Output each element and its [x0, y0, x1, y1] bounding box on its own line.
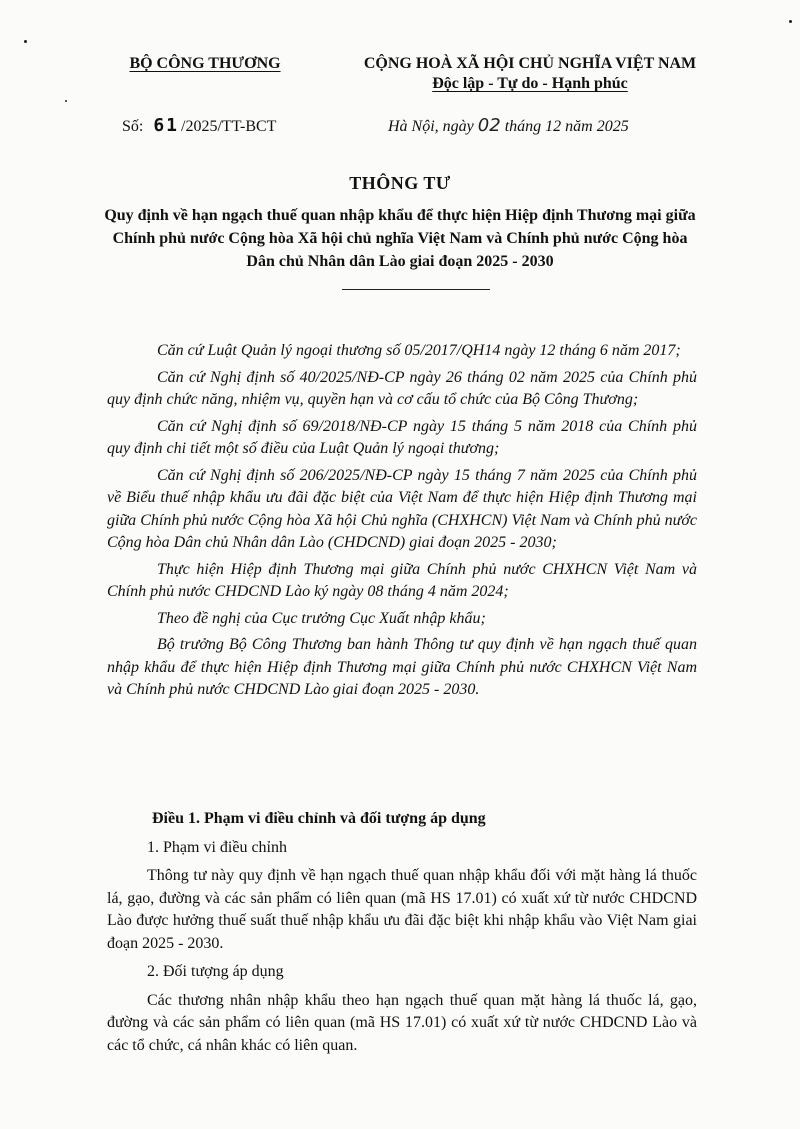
legal-basis-item: Căn cứ Nghị định số 69/2018/NĐ-CP ngày 15 tháng 5 năm 2018 của Chính phủ quy định chi tiết một số điều của Luật Quản lý ngoại thương;: [107, 417, 697, 457]
legal-basis-item: Căn cứ Nghị định số 206/2025/NĐ-CP ngày 15 tháng 7 năm 2025 của Chính phủ về Biểu thuế nhập khẩu ưu đãi đặc biệt của Việt Nam để thực hiện Hiệp định Thương mại giữa Chính phủ nước Cộng hòa Xã hội Chủ nghĩa (CHXHCN) Việt Nam và Chính phủ nước Cộng hòa Dân chủ Nhân dân Lào (CHDCND) giai đoạn 2025 - 2030;: [107, 466, 697, 551]
article-heading: Điều 1. Phạm vi điều chỉnh và đối tượng áp dụng: [152, 810, 486, 827]
handwritten-day: 02: [477, 115, 501, 136]
issuing-authority: [90, 55, 320, 73]
nation-name: CỘNG HOÀ XÃ HỘI CHỦ NGHĨA VIỆT NAM: [363, 55, 697, 72]
legal-basis-item: Căn cứ Nghị định số 40/2025/NĐ-CP ngày 26 tháng 02 năm 2025 của Chính phủ quy định chức năng, nhiệm vụ, quyền hạn và cơ cấu tổ chức của Bộ Công Thương;: [107, 368, 697, 408]
enactment-statement: Bộ trưởng Bộ Công Thương ban hành Thông tư quy định về hạn ngạch thuế quan nhập khẩu để thực hiện Hiệp định Thương mại giữa Chính phủ nước CHXHCN Việt Nam và Chính phủ nước CHDCND Lào giai đoạn 2025 - 2030.: [107, 636, 697, 698]
national-heading: [330, 55, 730, 93]
scan-speck: [24, 40, 27, 43]
legal-basis-section: [107, 340, 697, 706]
scan-speck: [65, 100, 67, 102]
article-1: [107, 808, 697, 1063]
number-suffix: /2025/TT-BCT: [181, 118, 277, 135]
document-type: THÔNG TƯ: [349, 173, 451, 193]
legal-basis-item: Thực hiện Hiệp định Thương mại giữa Chính phủ nước CHXHCN Việt Nam và Chính phủ nước CHDCND Lào ký ngày 08 tháng 4 năm 2024;: [107, 560, 697, 600]
clause-title: 2. Đối tượng áp dụng: [147, 963, 284, 980]
number-prefix: Số:: [122, 118, 144, 135]
ministry-name: BỘ CÔNG THƯƠNG: [129, 55, 281, 72]
legal-basis-item: Theo đề nghị của Cục trưởng Cục Xuất nhập khẩu;: [157, 609, 486, 627]
handwritten-number: 61: [153, 115, 180, 136]
document-number: [122, 115, 276, 136]
clause-title: 1. Phạm vi điều chỉnh: [147, 838, 287, 856]
legal-basis-item: Căn cứ Luật Quản lý ngoại thương số 05/2017/QH14 ngày 12 tháng 6 năm 2017;: [157, 342, 681, 359]
national-motto: Độc lập - Tự do - Hạnh phúc: [432, 75, 628, 92]
scan-speck: [789, 20, 792, 23]
clause-text: Thông tư này quy định về hạn ngạch thuế quan nhập khẩu đối với mặt hàng lá thuốc lá, gạo, đường và các sản phẩm có liên quan (mã HS 17.01) có xuất xứ từ nước CHDCND Lào được hưởng thuế suất thuế nhập khẩu ưu đãi đặc biệt khi nhập khẩu vào Việt Nam giai đoạn 2025 - 2030.: [107, 867, 697, 952]
clause-text: Các thương nhân nhập khẩu theo hạn ngạch thuế quan mặt hàng lá thuốc lá, gạo, đường và các sản phẩm có liên quan (mã HS 17.01) có xuất xứ từ nước CHDCND Lào và các tổ chức, cá nhân khác có liên quan.: [107, 991, 697, 1054]
issue-date: [388, 115, 629, 136]
date-prefix: Hà Nội, ngày: [388, 118, 474, 135]
document-title: Quy định về hạn ngạch thuế quan nhập khẩu để thực hiện Hiệp định Thương mại giữa Chính phủ nước Cộng hòa Xã hội chủ nghĩa Việt Nam và Chính phủ nước Cộng hòa Dân chủ Nhân dân Lào giai đoạn 2025 - 2030: [104, 207, 696, 270]
title-divider: [342, 289, 490, 290]
date-suffix: tháng 12 năm 2025: [504, 118, 629, 135]
